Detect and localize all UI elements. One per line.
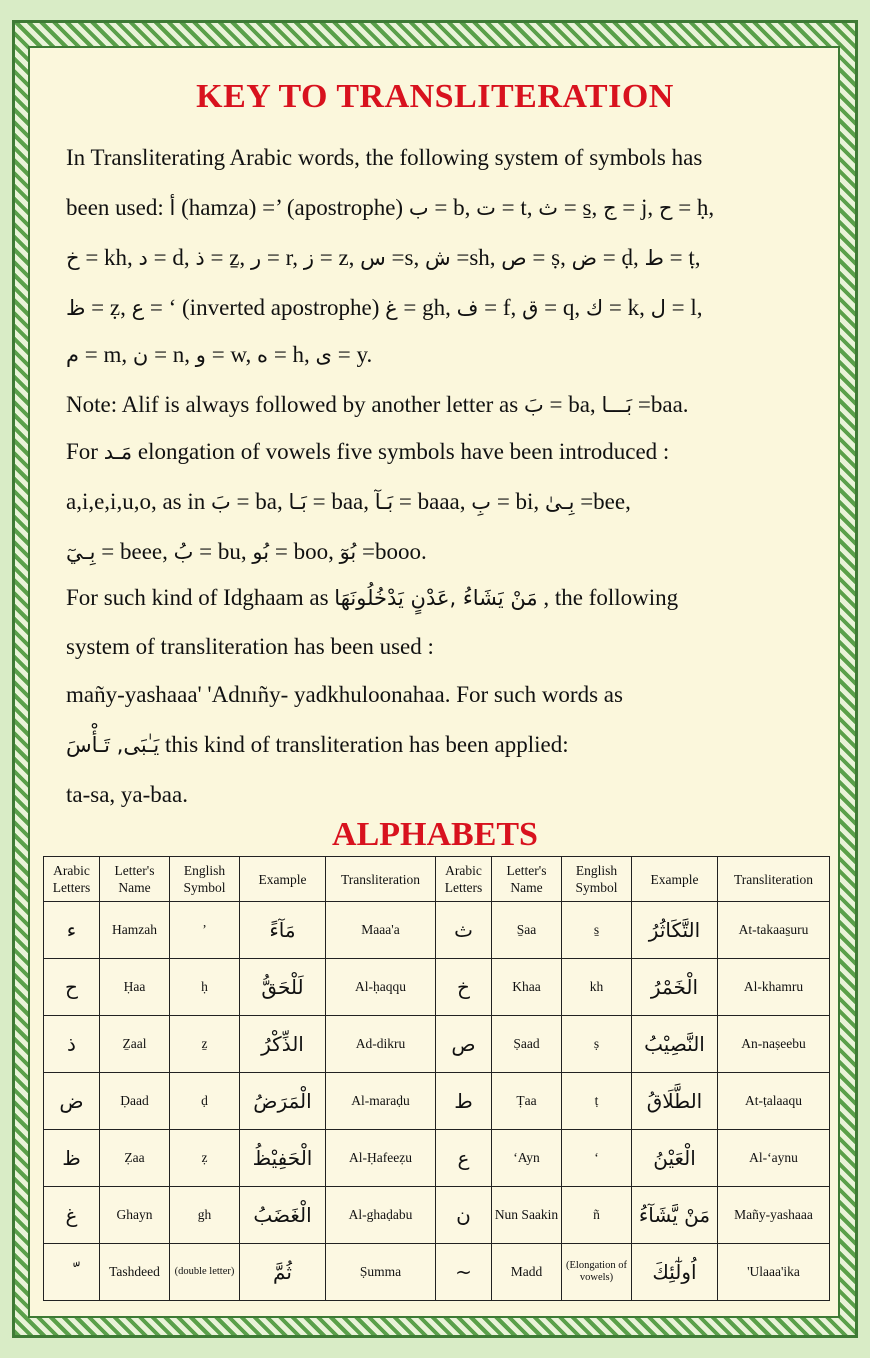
text: , the following (537, 585, 679, 610)
system-line: system of transliteration has been used : (66, 634, 434, 659)
page-title: KEY TO TRANSLITERATION (196, 78, 674, 115)
arabic-text: بُو (252, 540, 270, 564)
vowels-line-1 (66, 487, 816, 517)
transliteration-cell: Ṣumma (326, 1244, 436, 1301)
example-line: mañy-yashaaa' 'Adnıñy- yadkhuloonahaa. For such words as (66, 682, 623, 707)
transliteration-cell: Al-maraḍu (326, 1073, 436, 1130)
arabic-text: بَ (523, 393, 544, 417)
text: =sh, (450, 245, 502, 270)
english-symbol-cell: kh (562, 959, 632, 1016)
header-cell: Arabic Letters (44, 857, 100, 902)
arabic-letter: ى (315, 343, 332, 367)
arabic-letter-cell: ط (436, 1073, 492, 1130)
text: = f, (478, 295, 523, 320)
arabic-letter: د (138, 246, 148, 270)
arabic-letter: غ (385, 296, 398, 320)
arabic-text: بُوٓ (339, 540, 357, 564)
text: = d, (147, 245, 196, 270)
text: = ẓ, (85, 295, 132, 320)
example-cell: اُولٰٓئِكَ (632, 1244, 718, 1301)
example-cell: الْمَرَضُ (240, 1073, 326, 1130)
example-cell: الذِّكْرُ (240, 1016, 326, 1073)
header-cell: Letter's Name (492, 857, 562, 902)
text: For such kind of Idghaam as (66, 585, 335, 610)
arabic-letter: ذ (195, 246, 205, 270)
table-row (44, 1244, 830, 1301)
text: = baaa, (393, 489, 472, 514)
arabic-letter: ث (538, 196, 559, 220)
arabic-letter: خ (66, 246, 80, 270)
transliteration-cell: Ad-dikru (326, 1016, 436, 1073)
transliteration-cell: Al-ḥaqqu (326, 959, 436, 1016)
english-symbol-cell: ḍ (170, 1073, 240, 1130)
arabic-letter: ر (250, 246, 262, 270)
transliteration-cell: Al-khamru (718, 959, 830, 1016)
arabic-letter: أ (169, 196, 176, 220)
english-symbol-cell: ’ (170, 902, 240, 959)
arabic-text: بُ (173, 540, 194, 564)
text: = ba, (230, 489, 289, 514)
example-cell: الْحَفِيْظُ (240, 1130, 326, 1187)
english-symbol-cell: ḥ (170, 959, 240, 1016)
text: = j, (616, 195, 659, 220)
arabic-letter: ز (303, 246, 314, 270)
example-cell: الْعَيْنُ (632, 1130, 718, 1187)
arabic-letter: ع (131, 296, 145, 320)
arabic-letter: ظ (66, 296, 86, 320)
text: = m, (79, 342, 133, 367)
example-cell: لَلْحَقُّ (240, 959, 326, 1016)
arabic-letter: ش (424, 246, 451, 270)
table-row (44, 1130, 830, 1187)
text: =s, (385, 245, 425, 270)
arabic-letter-cell: ث (436, 902, 492, 959)
text: = ‘ (inverted apostrophe) (144, 295, 386, 320)
header-cell: English Symbol (170, 857, 240, 902)
vowels-line-2 (66, 537, 816, 567)
arabic-letter-cell: خ (436, 959, 492, 1016)
arabic-letter-cell: ن (436, 1187, 492, 1244)
arabic-letter-cell: ~ (436, 1244, 492, 1301)
english-symbol-cell: ṣ (562, 1016, 632, 1073)
text: =bee, (574, 489, 631, 514)
arabic-letter: ك (585, 296, 604, 320)
text: = ṣ, (526, 245, 572, 270)
arabic-text: يَـٰبَى, تَـأْسَ (66, 733, 160, 757)
arabic-letter: ل (650, 296, 666, 320)
text: = ḍ, (596, 245, 645, 270)
text: been used: (66, 195, 170, 220)
text: = ba, (543, 392, 602, 417)
arabic-letter-cell: ظ (44, 1130, 100, 1187)
intro-line-3 (66, 243, 816, 273)
text: = z̠, (204, 245, 251, 270)
english-symbol-cell: ẓ (170, 1130, 240, 1187)
letter-name-cell: Madd (492, 1244, 562, 1301)
text: = baa, (306, 489, 375, 514)
text: this kind of transliteration has been applied: (159, 732, 569, 757)
text: For (66, 439, 104, 464)
alphabets-title: ALPHABETS (332, 816, 538, 853)
example-cell: التَّكَاثُرُ (632, 902, 718, 959)
arabic-text: بِـىٰ (544, 490, 575, 514)
text: = z, (313, 245, 361, 270)
table-header-row (44, 857, 830, 902)
letter-name-cell: Ṣaad (492, 1016, 562, 1073)
example-cell: مَآءً (240, 902, 326, 959)
text: = r, (261, 245, 304, 270)
text: a,i,e,i,u,o, as in (66, 489, 211, 514)
transliteration-cell: An-naṣeebu (718, 1016, 830, 1073)
text: = boo, (269, 539, 340, 564)
english-symbol-cell: ‘ (562, 1130, 632, 1187)
transliteration-cell: At-ṭalaaqu (718, 1073, 830, 1130)
header-cell: Example (632, 857, 718, 902)
example-cell: النَّصِيْبُ (632, 1016, 718, 1073)
text: = l, (665, 295, 703, 320)
letter-name-cell: Tashdeed (100, 1244, 170, 1301)
transliteration-cell: At-takaas̱uru (718, 902, 830, 959)
table-row (44, 959, 830, 1016)
arabic-letter-cell: غ (44, 1187, 100, 1244)
arabic-letter: م (66, 343, 80, 367)
table-row (44, 1016, 830, 1073)
example-cell: مَنْ يَّشَآءُ (632, 1187, 718, 1244)
arabic-letter-cell: ء (44, 902, 100, 959)
text: elongation of vowels five symbols have been introduced : (132, 439, 670, 464)
arabic-letter: ق (522, 296, 539, 320)
english-symbol-cell: gh (170, 1187, 240, 1244)
transliteration-cell: Mañy-yashaaa (718, 1187, 830, 1244)
arabic-text: بَـآ (374, 490, 394, 514)
letter-name-cell: Ẓaa (100, 1130, 170, 1187)
table-row (44, 1187, 830, 1244)
text: = beee, (95, 539, 174, 564)
arabic-text: بَـا (288, 490, 307, 514)
letter-name-cell: Ṭaa (492, 1073, 562, 1130)
example-cell: الْغَضَبُ (240, 1187, 326, 1244)
table-row (44, 1073, 830, 1130)
madd-line (66, 437, 816, 467)
letter-name-cell: Nun Saakin (492, 1187, 562, 1244)
text: = ḥ, (672, 195, 715, 220)
text: = k, (603, 295, 651, 320)
transliteration-cell: Al-Ḥafeeẓu (326, 1130, 436, 1187)
alphabet-table (43, 856, 830, 1301)
text: = b, (428, 195, 477, 220)
arabic-letter: س (360, 246, 386, 270)
text: = w, (205, 342, 258, 367)
arabic-letter: ت (476, 196, 496, 220)
transliteration-cell: 'Ulaaa'ika (718, 1244, 830, 1301)
example-cell: الطَّلَاقُ (632, 1073, 718, 1130)
english-symbol-cell: ṭ (562, 1073, 632, 1130)
english-symbol-cell: (Elongation of vowels) (562, 1244, 632, 1301)
intro-line-4 (66, 293, 816, 323)
text: = gh, (397, 295, 457, 320)
arabic-text: مَنْ يَشَاءُ ,عَدْنٍ يَدْخُلُونَهَا (334, 586, 538, 610)
letter-name-cell: ‘Ayn (492, 1130, 562, 1187)
intro-line-2 (66, 193, 816, 223)
english-symbol-cell: ñ (562, 1187, 632, 1244)
arabic-letter: ص (501, 246, 527, 270)
text: Note: Alif is always followed by another letter as (66, 392, 524, 417)
header-cell: Letter's Name (100, 857, 170, 902)
text: =baa. (632, 392, 689, 417)
tasa-line: ta-sa, ya-baa. (66, 782, 188, 807)
arabic-text: بَ (211, 490, 231, 514)
header-cell: Example (240, 857, 326, 902)
text: = h, (268, 342, 316, 367)
english-symbol-cell: s̱ (562, 902, 632, 959)
arabic-letter: ب (408, 196, 429, 220)
example-cell: الْخَمْرُ (632, 959, 718, 1016)
text: = q, (538, 295, 586, 320)
text: = t, (495, 195, 539, 220)
arabic-letter-cell: ص (436, 1016, 492, 1073)
arabic-text: بَـــا (601, 393, 633, 417)
letter-name-cell: Z̠aal (100, 1016, 170, 1073)
letter-name-cell: S̱aa (492, 902, 562, 959)
text: = bi, (491, 489, 545, 514)
transliteration-cell: Maaa'a (326, 902, 436, 959)
text: = y. (331, 342, 373, 367)
transliteration-cell: Al-ghaḍabu (326, 1187, 436, 1244)
arabic-letter: ج (602, 196, 617, 220)
letter-name-cell: Ḍaad (100, 1073, 170, 1130)
intro-line-1: In Transliterating Arabic words, the following system of symbols has (66, 145, 703, 170)
arabic-letter: ف (456, 296, 479, 320)
idghaam-line (66, 583, 816, 613)
text: = kh, (79, 245, 139, 270)
arabic-letter: ن (132, 343, 149, 367)
arabic-text: بِـيٓ (66, 540, 96, 564)
note-line (66, 390, 816, 420)
letter-name-cell: Hamzah (100, 902, 170, 959)
header-cell: Arabic Letters (436, 857, 492, 902)
header-cell: English Symbol (562, 857, 632, 902)
applied-line (66, 730, 816, 760)
table-row (44, 902, 830, 959)
text: = n, (148, 342, 196, 367)
arabic-letter: ط (644, 246, 664, 270)
arabic-text: مَـد (103, 440, 133, 464)
letter-name-cell: Khaa (492, 959, 562, 1016)
text: = ṭ, (663, 245, 701, 270)
arabic-letter: ض (571, 246, 597, 270)
text: =booo. (356, 539, 427, 564)
arabic-letter-cell (44, 1244, 100, 1301)
arabic-letter: ح (658, 196, 673, 220)
english-symbol-cell: z̠ (170, 1016, 240, 1073)
arabic-letter-cell: ح (44, 959, 100, 1016)
text: (hamza) =’ (apostrophe) (175, 195, 409, 220)
header-cell: Transliteration (326, 857, 436, 902)
text: = bu, (193, 539, 253, 564)
arabic-letter-cell: ذ (44, 1016, 100, 1073)
arabic-letter: ه (257, 343, 269, 367)
example-cell: ثُمَّ (240, 1244, 326, 1301)
text: = s̱, (558, 195, 603, 220)
transliteration-cell: Al-‘aynu (718, 1130, 830, 1187)
arabic-text: بِ (471, 490, 492, 514)
letter-name-cell: Ghayn (100, 1187, 170, 1244)
arabic-letter-cell: ع (436, 1130, 492, 1187)
english-symbol-cell: (double letter) (170, 1244, 240, 1301)
letter-name-cell: Ḥaa (100, 959, 170, 1016)
intro-line-5 (66, 340, 816, 370)
arabic-letter: و (195, 343, 206, 367)
header-cell: Transliteration (718, 857, 830, 902)
arabic-letter-cell: ض (44, 1073, 100, 1130)
